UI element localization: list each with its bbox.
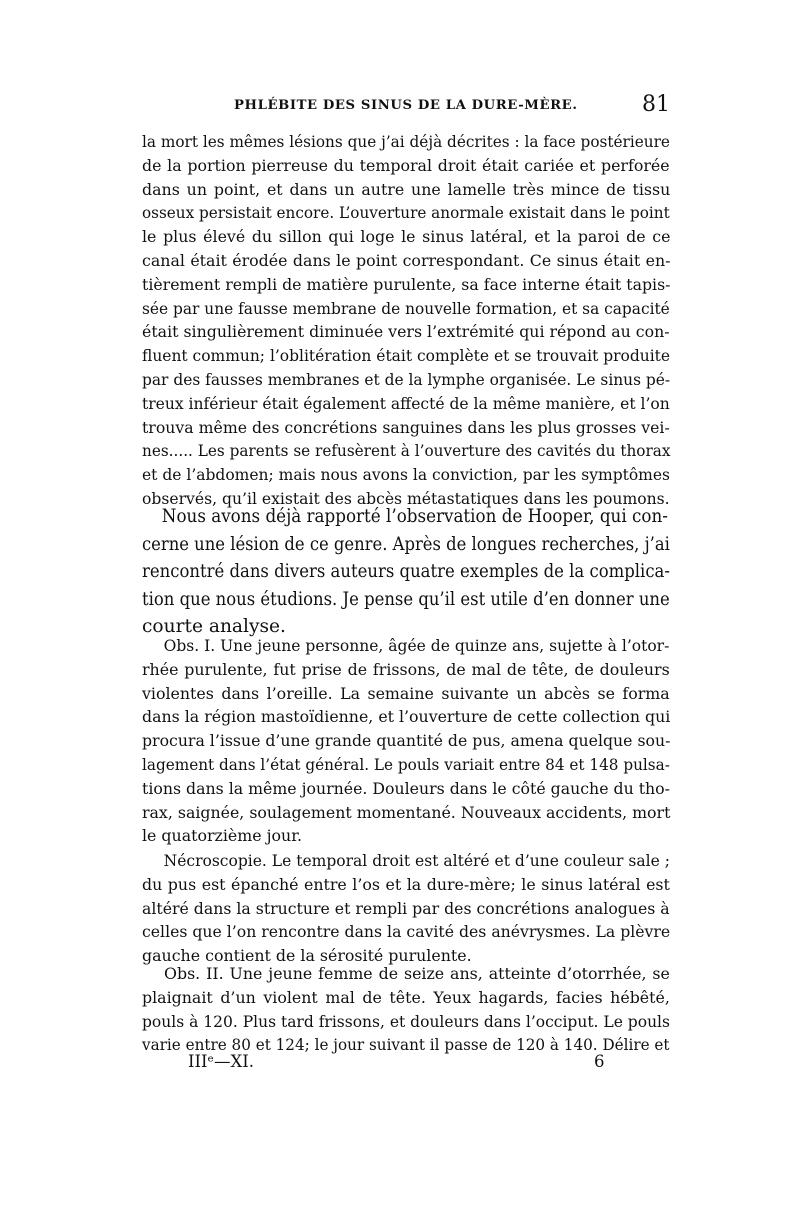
text-line: lagement dans l’état général. Le pouls variait entre 84 et 148 pulsa- <box>142 754 670 774</box>
text-line: tion que nous étudions. Je pense qu’il est utile d’en donner une <box>142 588 670 610</box>
text-line: cerne une lésion de ce genre. Après de longues recherches, j’ai <box>142 533 670 555</box>
paragraph-necroscopy <box>142 849 670 968</box>
page-footer <box>142 1052 670 1078</box>
text-line: canal était érodée dans le point correspondant. Ce sinus était en- <box>142 250 671 270</box>
text-line: trouva même des concrétions sanguines dans les plus grosses vei- <box>142 417 670 437</box>
text-line: rhée purulente, fut prise de frissons, de mal de tête, de douleurs <box>142 659 670 679</box>
text-line: pouls à 120. Plus tard frissons, et douleurs dans l’occiput. Le pouls <box>142 1011 670 1031</box>
text-line: le plus élevé du sillon qui loge le sinus latéral, et la paroi de ce <box>142 227 671 247</box>
text-line: Nous avons déjà rapporté l’observation de Hooper, qui con- <box>161 506 668 527</box>
text-line: Obs. I. Une jeune personne, âgée de quinze ans, sujette à l’otor- <box>163 636 670 655</box>
paragraph-observation-2 <box>142 962 670 1057</box>
text-line: osseux persistait encore. L’ouverture anormale existait dans le point <box>142 203 670 223</box>
text-line: par des fausses membranes et de la lymphe organisée. Le sinus pé- <box>142 369 671 389</box>
text-line: Nécroscopie. Le temporal droit est altéré et d’une couleur sale ; <box>163 851 670 870</box>
paragraph-observation-1 <box>142 634 670 848</box>
page-header <box>142 92 670 120</box>
text-line: le quatorzième jour. <box>142 826 303 846</box>
text-line: nes..... Les parents se refusèrent à l’ouverture des cavités du thorax <box>142 441 671 461</box>
text-line: et de l’abdomen; mais nous avons la conviction, par les symptômes <box>142 465 671 485</box>
text-line: varie entre 80 et 124; le jour suivant il passe de 120 à 140. Délire et <box>142 1035 670 1055</box>
text-line: altéré dans la structure et rempli par des concrétions analogues à <box>142 898 670 918</box>
text-line: de la portion pierreuse du temporal droit était cariée et perforée <box>142 155 670 175</box>
text-line: treux inférieur était également affecté de la même manière, et l’on <box>142 393 670 413</box>
text-line: plaignait d’un violent mal de tête. Yeux hagards, facies hébêté, <box>142 987 670 1007</box>
paragraph-continuation <box>142 130 670 511</box>
text-line: dans un point, et dans un autre une lamelle très mince de tissu <box>142 179 671 199</box>
signature-mark: IIIᵉ—XI. <box>188 1052 254 1071</box>
text-line: rencontré dans divers auteurs quatre exemples de la complica- <box>142 561 670 583</box>
text-line: sée par une fausse membrane de nouvelle formation, et sa capacité <box>142 298 670 318</box>
signature-number: 6 <box>594 1052 605 1071</box>
text-line: observés, qu’il existait des abcès métastatiques dans les poumons. <box>142 488 670 508</box>
text-line: courte analyse. <box>142 616 286 638</box>
text-line: était singulièrement diminuée vers l’extrémité qui répond au con- <box>142 322 670 342</box>
text-line: gauche contient de la sérosité purulente. <box>142 946 472 966</box>
text-line: Obs. II. Une jeune femme de seize ans, atteinte d’otorrhée, se <box>164 964 670 983</box>
paragraph-introduction <box>142 503 670 641</box>
running-title: PHLÉBITE DES SINUS DE LA DURE-MÈRE. <box>234 98 578 113</box>
page-number: 81 <box>642 92 670 117</box>
text-line: tièrement rempli de matière purulente, sa face interne était tapis- <box>142 274 671 294</box>
text-line: rax, saignée, soulagement momentané. Nouveaux accidents, mort <box>142 802 671 822</box>
text-line: procura l’issue d’une grande quantité de pus, amena quelque sou- <box>142 731 671 751</box>
text-line: la mort les mêmes lésions que j’ai déjà décrites : la face postérieure <box>142 132 670 151</box>
text-line: du pus est épanché entre l’os et la dure-mère; le sinus latéral est <box>142 874 670 894</box>
text-line: fluent commun; l’oblitération était complète et se trouvait produite <box>142 346 671 366</box>
text-line: violentes dans l’oreille. La semaine suivante un abcès se forma <box>142 683 670 703</box>
text-line: celles que l’on rencontre dans la cavité des anévrysmes. La plèvre <box>142 922 671 942</box>
text-line: dans la région mastoïdienne, et l’ouverture de cette collection qui <box>142 707 671 727</box>
text-line: tions dans la même journée. Douleurs dans le côté gauche du tho- <box>142 778 670 798</box>
